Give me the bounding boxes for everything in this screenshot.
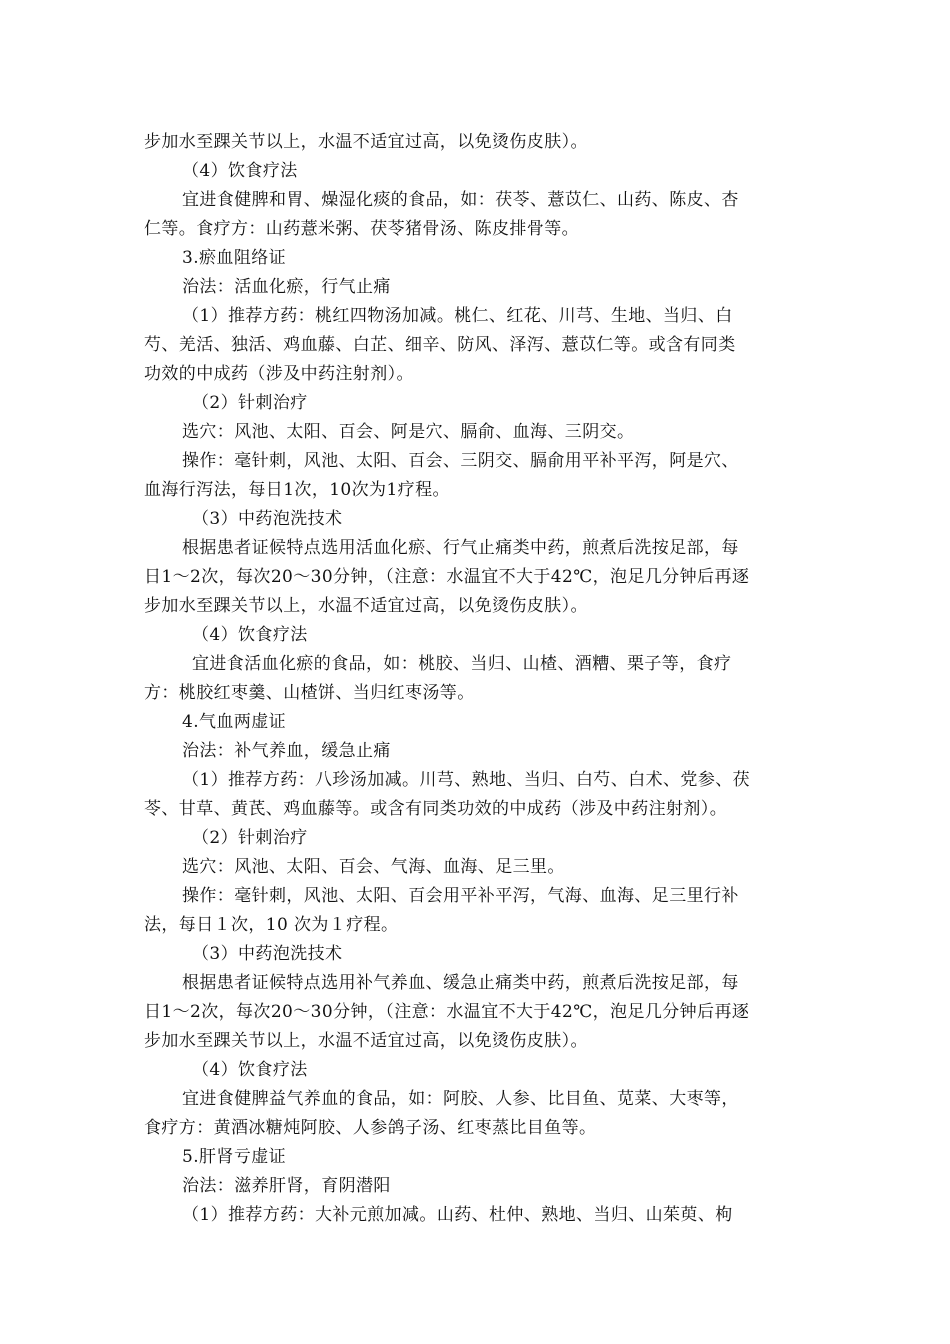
text-line: 操作：毫针刺，风池、太阳、百会、三阴交、膈俞用平补平泻，阿是穴、 — [182, 451, 739, 471]
text-line: 宜进食健脾和胃、燥湿化痰的食品，如：茯苓、薏苡仁、山药、陈皮、杏 — [182, 190, 739, 210]
text-line: 日1～2次，每次20～30分钟，（注意：水温宜不大于42℃，泡足几分钟后再逐 — [144, 567, 750, 587]
text-line: 根据患者证候特点选用补气养血、缓急止痛类中药，煎煮后洗按足部，每 — [182, 973, 739, 993]
text-line: 功效的中成药（涉及中药注射剂）。 — [144, 364, 414, 384]
subsection-heading: （3）中药泡洗技术 — [192, 509, 343, 529]
subsection-heading: （4）饮食疗法 — [192, 625, 308, 645]
text-line: 治法：补气养血，缓急止痛 — [182, 741, 391, 761]
subsection-heading: （3）中药泡洗技术 — [192, 944, 343, 964]
text-line: 治法：活血化瘀，行气止痛 — [182, 277, 391, 297]
section-heading: 5.肝肾亏虚证 — [182, 1147, 287, 1167]
text-line: 日1～2次，每次20～30分钟，（注意：水温宜不大于42℃，泡足几分钟后再逐 — [144, 1002, 750, 1022]
text-line: 仁等。食疗方：山药薏米粥、茯苓猪骨汤、陈皮排骨等。 — [144, 219, 579, 239]
text-line: 步加水至踝关节以上，水温不适宜过高，以免烫伤皮肤）。 — [144, 1031, 588, 1051]
text-line: 选穴：风池、太阳、百会、阿是穴、膈俞、血海、三阴交。 — [182, 422, 635, 442]
text-line: 苓、甘草、黄芪、鸡血藤等。或含有同类功效的中成药（涉及中药注射剂）。 — [144, 799, 728, 819]
text-line: 宜进食活血化瘀的食品，如：桃胶、当归、山楂、酒糟、栗子等，食疗 — [192, 654, 732, 674]
text-line: 宜进食健脾益气养血的食品，如：阿胶、人参、比目鱼、苋菜、大枣等， — [182, 1089, 739, 1109]
text-line: 选穴：风池、太阳、百会、气海、血海、足三里。 — [182, 857, 565, 877]
text-line: 食疗方：黄酒冰糖炖阿胶、人参鸽子汤、红枣蒸比目鱼等。 — [144, 1118, 597, 1138]
text-line: 步加水至踝关节以上，水温不适宜过高，以免烫伤皮肤）。 — [144, 132, 588, 152]
text-line: 血海行泻法，每日1次，10次为1疗程。 — [144, 480, 450, 500]
section-heading: 4.气血两虚证 — [182, 712, 287, 732]
text-line: 方：桃胶红枣羹、山楂饼、当归红枣汤等。 — [144, 683, 475, 703]
text-line: 操作：毫针刺，风池、太阳、百会用平补平泻，气海、血海、足三里行补 — [182, 886, 739, 906]
subsection-heading: （2）针刺治疗 — [192, 393, 308, 413]
text-line: （1）推荐方药：桃红四物汤加减。桃仁、红花、川芎、生地、当归、白 — [182, 306, 733, 326]
subsection-heading: （2）针刺治疗 — [192, 828, 308, 848]
subsection-heading: （4）饮食疗法 — [182, 161, 298, 181]
text-line: （1）推荐方药：大补元煎加减。山药、杜仲、熟地、当归、山茱萸、枸 — [182, 1205, 733, 1225]
subsection-heading: （4）饮食疗法 — [192, 1060, 308, 1080]
text-line: 芍、羌活、独活、鸡血藤、白芷、细辛、防风、泽泻、薏苡仁等。或含有同类 — [144, 335, 736, 355]
text-line: 治法：滋养肝肾，育阴潜阳 — [182, 1176, 391, 1196]
text-line: （1）推荐方药：八珍汤加减。川芎、熟地、当归、白芍、白术、党参、茯 — [182, 770, 751, 790]
text-line: 根据患者证候特点选用活血化瘀、行气止痛类中药，煎煮后洗按足部，每 — [182, 538, 739, 558]
text-line: 法，每日１次，10 次为１疗程。 — [144, 915, 399, 935]
section-heading: 3.瘀血阻络证 — [182, 248, 287, 268]
text-line: 步加水至踝关节以上，水温不适宜过高，以免烫伤皮肤）。 — [144, 596, 588, 616]
